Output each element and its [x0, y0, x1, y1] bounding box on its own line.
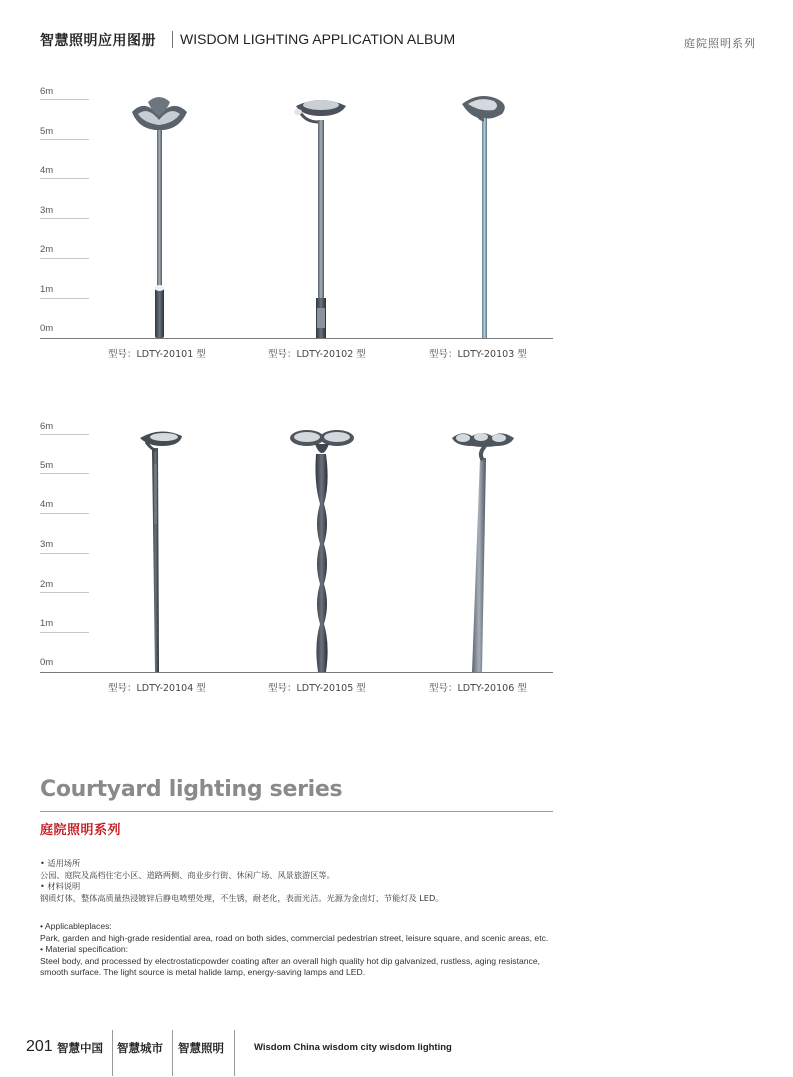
scale-line: [40, 298, 89, 299]
places-text-cn: 公园、庭院及高档住宅小区、道路两侧、商业步行街、休闲广场、风景旅游区等。: [40, 869, 335, 880]
scale-line: [40, 258, 89, 259]
section-title-cn: 庭院照明系列: [40, 823, 122, 838]
album-title-cn: 智慧照明应用图册: [40, 33, 156, 49]
scale-label: 5m: [40, 126, 54, 137]
scale-line: [40, 632, 89, 633]
model-label: 型号：LDTY-20104 型: [108, 683, 206, 694]
album-title-en: WISDOM LIGHTING APPLICATION ALBUM: [180, 31, 456, 47]
description-cn: [40, 858, 560, 904]
scale-label: 1m: [40, 284, 54, 295]
scale-label: 1m: [40, 618, 54, 629]
header-divider: [172, 31, 173, 48]
scale-label: 6m: [40, 421, 54, 432]
section-title-en: Courtyard lighting series: [40, 777, 343, 802]
scale-label: 2m: [40, 579, 54, 590]
footer-slogan: Wisdom China wisdom city wisdom lighting: [254, 1042, 452, 1053]
lamp-ldty-20102: [294, 100, 346, 338]
description-en: [40, 921, 560, 979]
places-heading-en: • Applicableplaces:: [40, 921, 112, 931]
model-label: 型号：LDTY-20102 型: [268, 349, 366, 360]
scale-label: 6m: [40, 86, 54, 97]
scale-line: [40, 434, 89, 435]
footer-tag-wisdom-lighting: 智慧照明: [178, 1041, 224, 1055]
footer-tag-wisdom-city: 智慧城市: [117, 1041, 163, 1055]
lamp-illustrations-row2: [100, 424, 560, 674]
lamp-ldty-20101: [132, 97, 187, 338]
scale-label: 3m: [40, 539, 54, 550]
lamp-ldty-20105: [290, 430, 354, 672]
scale-line: [40, 139, 89, 140]
material-text-cn: 钢质灯体，整体高质量热浸镀锌后静电喷塑处理，不生锈，耐老化，表面光洁。光源为金卤灯、节能灯及 LED。: [40, 892, 444, 903]
footer-tag-wisdom-china: 智慧中国: [57, 1041, 103, 1055]
section-divider: [40, 811, 553, 812]
material-text-en: Steel body, and processed by electrostaticpowder coating after an overall high quality hot dip galvanized, rustless, aging resistance, smooth surface. The light source is metal halide lamp, energy-saving lamps and LED.: [40, 955, 541, 978]
footer-divider: [112, 1030, 113, 1076]
model-label: 型号：LDTY-20103 型: [429, 349, 527, 360]
scale-line: [40, 178, 89, 179]
page-number: 201: [26, 1038, 53, 1055]
places-heading-cn: • 适用场所: [40, 858, 81, 868]
scale-line: [40, 99, 89, 100]
scale-label: 2m: [40, 244, 54, 255]
model-label: 型号：LDTY-20106 型: [429, 683, 527, 694]
scale-line: [40, 592, 89, 593]
scale-label: 3m: [40, 205, 54, 216]
scale-label: 4m: [40, 499, 54, 510]
scale-line: [40, 218, 89, 219]
material-heading-cn: • 材料说明: [40, 881, 81, 892]
scale-label: 4m: [40, 165, 54, 176]
scale-label: 0m: [40, 657, 54, 668]
scale-line: [40, 513, 89, 514]
model-label: 型号：LDTY-20105 型: [268, 683, 366, 694]
model-label: 型号：LDTY-20101 型: [108, 349, 206, 360]
scale-line: [40, 553, 89, 554]
scale-label: 0m: [40, 323, 54, 334]
lamp-ldty-20106: [452, 433, 514, 672]
footer-divider: [234, 1030, 235, 1076]
scale-label: 5m: [40, 460, 54, 471]
lamp-ldty-20103: [462, 96, 505, 338]
lamp-illustrations-row1: [100, 90, 560, 340]
lamp-ldty-20104: [140, 431, 182, 672]
series-label: 庭院照明系列: [684, 37, 756, 50]
material-heading-en: • Material specification:: [40, 944, 129, 955]
footer-divider: [172, 1030, 173, 1076]
scale-line: [40, 473, 89, 474]
places-text-en: Park, garden and high-grade residential area, road on both sides, commercial pedestrian street, leisure square, and scenic areas, etc.: [40, 932, 549, 943]
